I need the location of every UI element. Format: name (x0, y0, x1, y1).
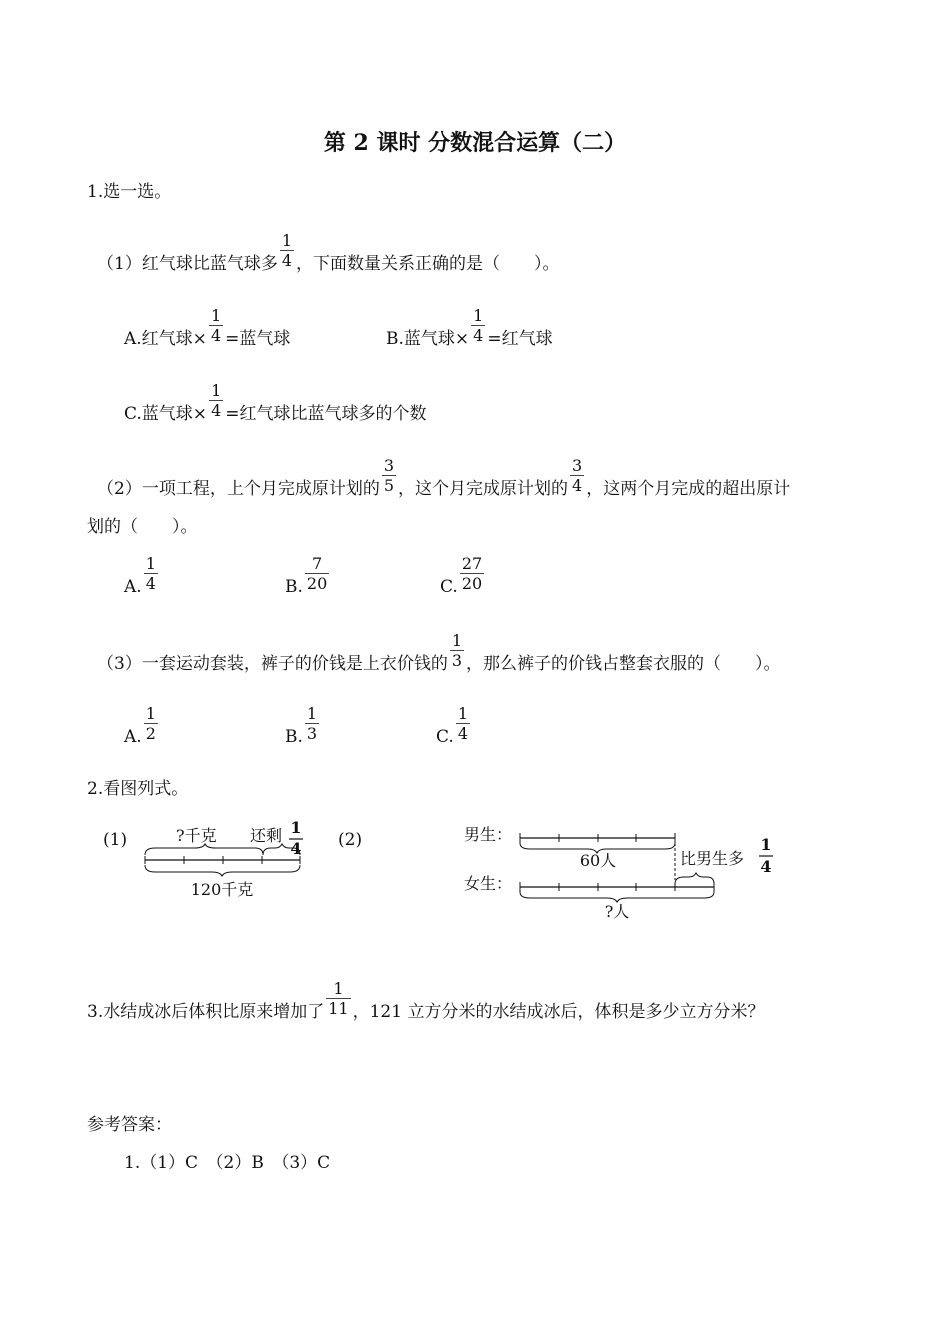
q3-option-b[interactable]: B. $\frac{1}{3}$ (285, 704, 318, 747)
answers-heading: 参考答案： (87, 1115, 172, 1135)
diagram-2-girls-brace (520, 892, 714, 902)
diagram-2-more: 比男生多 (680, 849, 745, 868)
diagram-2-unknown: ?人 (604, 902, 630, 921)
diagram-2-boys-value: 60人 (579, 851, 617, 870)
diagram-2 (464, 818, 784, 923)
q3-option-c[interactable]: C. $\frac{1}{4}$ (436, 704, 468, 747)
q3-option-a[interactable]: A. $\frac{1}{2}$ (124, 704, 156, 747)
q2-option-c[interactable]: C. $\frac{27}{20}$ (440, 554, 483, 597)
diagram-2-frac-num: 1 (760, 835, 772, 854)
q2-stem: （2）一项工程，上个月完成原计划的 $\frac{3}{5}$ ，这个月完成原计划的 $\frac{3}{4}$ ，这两个月完成的超出原计 (97, 456, 791, 499)
answers-line-1: 1.（1）C （2）B （3）C (124, 1153, 331, 1173)
page-title: 第 2 课时 分数混合运算（二） (323, 130, 627, 156)
q1-option-c[interactable]: C.蓝气球× $\frac{1}{4}$ =红气球比蓝气球多的个数 (124, 381, 427, 424)
diagram-1-label: (1) (103, 830, 128, 850)
q1-stem: （1）红气球比蓝气球多 $\frac{1}{4}$ ，下面数量关系正确的是（ ）。 (97, 231, 560, 274)
diagram-1-total: 120千克 (190, 880, 254, 899)
diagram-1-brace-top-left (145, 844, 263, 855)
diagram-2-extra-brace (675, 873, 714, 884)
q2-stem-continued: 划的（ ）。 (87, 517, 198, 537)
diagram-2-girls: 女生： (464, 874, 513, 893)
diagram-2-frac-den: 4 (760, 857, 772, 876)
diagram-1 (140, 815, 315, 905)
q2-option-a[interactable]: A. $\frac{1}{4}$ (124, 554, 156, 597)
section-3-question: 3.水结成冰后体积比原来增加了 $\frac{1}{11}$ ，121 立方分米的水结成冰后，体积是多少立方分米？ (87, 979, 765, 1022)
diagram-1-remain: 还剩 (250, 826, 283, 845)
q1-option-b[interactable]: B.蓝气球× $\frac{1}{4}$ =红气球 (386, 306, 553, 349)
q1-option-a[interactable]: A.红气球× $\frac{1}{4}$ =蓝气球 (124, 306, 291, 349)
q2-option-b[interactable]: B. $\frac{7}{20}$ (285, 554, 328, 597)
q3-stem: （3）一套运动套装，裤子的价钱是上衣价钱的 $\frac{1}{3}$ ，那么裤子的价钱占整套衣服的（ ）。 (97, 631, 781, 674)
section-1-heading: 1.选一选。 (87, 182, 172, 202)
q1-fraction: $\frac{1}{4}$ (281, 231, 293, 270)
diagram-1-brace-bottom (145, 865, 300, 876)
diagram-2-label: (2) (338, 830, 363, 850)
diagram-1-frac-den: 4 (290, 839, 302, 858)
diagram-1-frac-num: 1 (290, 818, 302, 837)
section-2-heading: 2.看图列式。 (87, 779, 189, 799)
diagram-2-boys: 男生： (464, 825, 513, 844)
diagram-1-unknown: ?千克 (176, 826, 217, 845)
